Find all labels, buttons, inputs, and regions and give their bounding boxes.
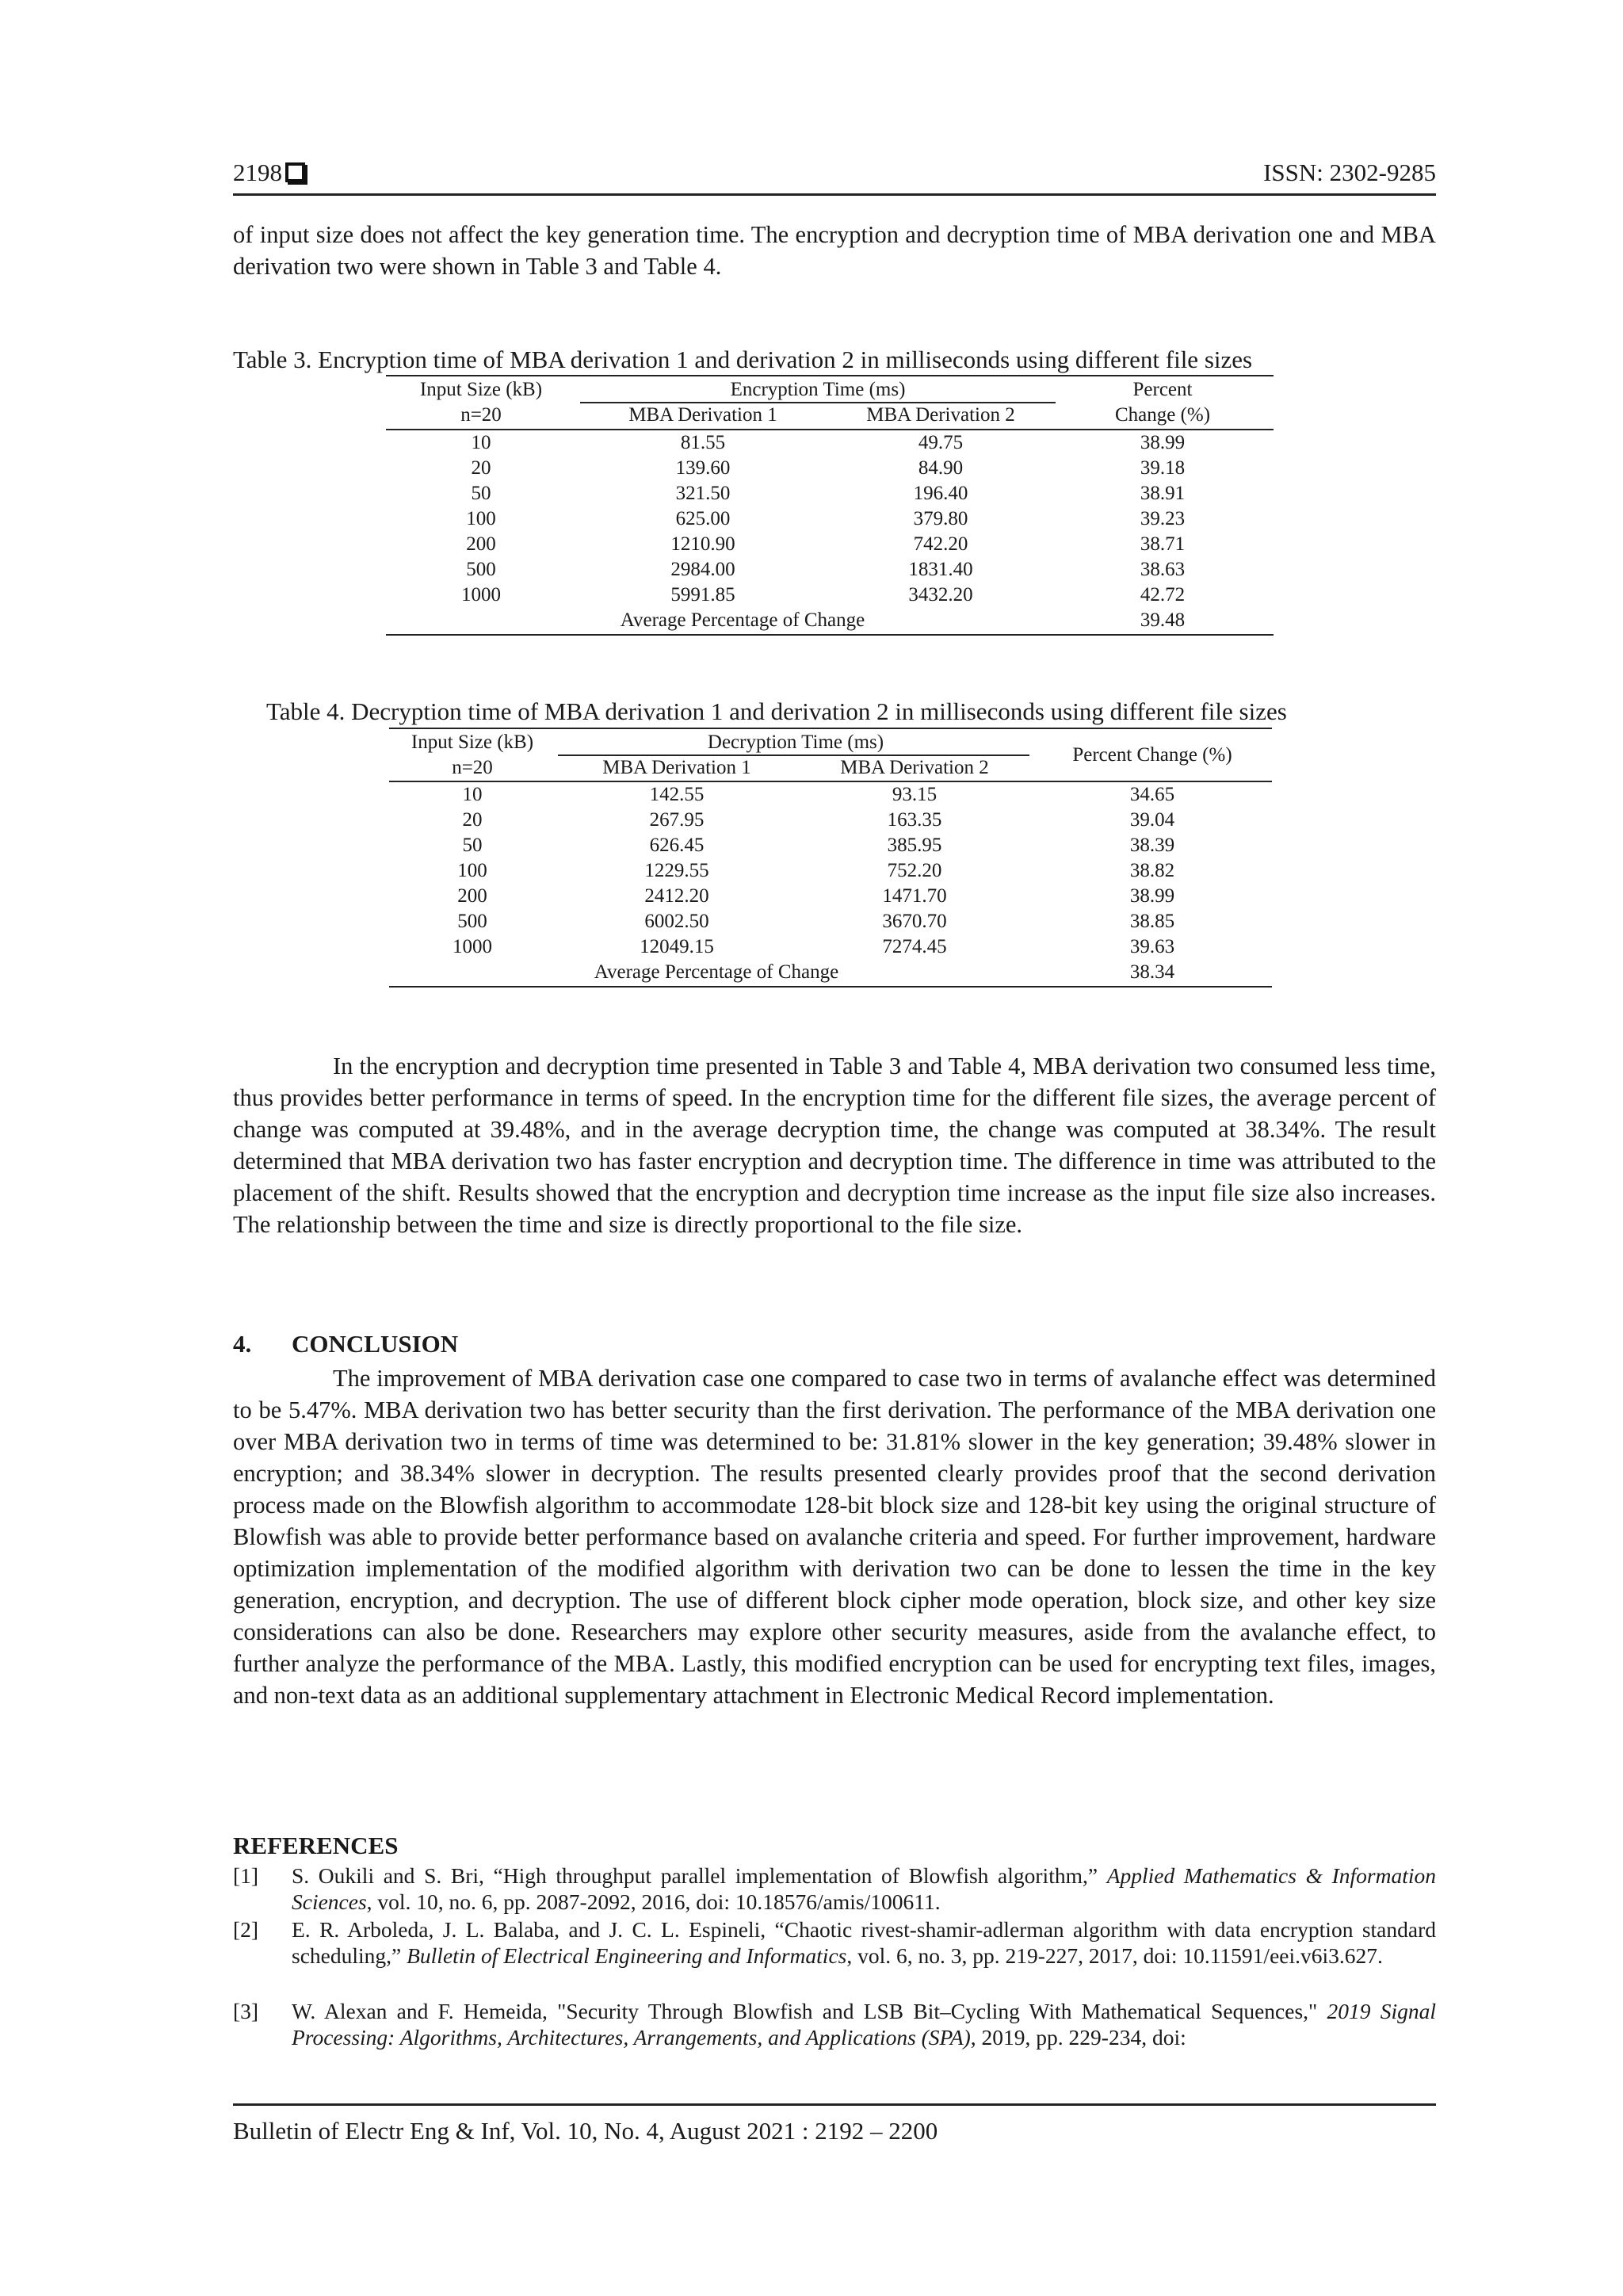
- table-cell: 38.99: [1129, 885, 1175, 907]
- table-cell: 752.20: [887, 860, 942, 881]
- page-number: 2198: [233, 159, 305, 187]
- reference-item: [2] E. R. Arboleda, J. L. Balaba, and J. C. L. Espineli, “Chaotic rivest-shamir-adlerman algorithm with data encryption standard scheduling,” Bulletin of Electrical Engineering and Informatics, vol. 6, no. 3, pp. 219-227, 2017, doi: 10.11591/eei.v6i3.627.: [233, 1917, 1436, 1968]
- table-cell: 7274.45: [882, 936, 947, 957]
- table-cell: 39.04: [1129, 809, 1175, 831]
- table-cell: 93.15: [892, 784, 938, 805]
- table-cell: 142.55: [649, 784, 705, 805]
- table4-col-d2: MBA Derivation 2: [840, 757, 989, 778]
- table-cell: 50: [462, 835, 483, 856]
- table-cell: 20: [471, 457, 491, 479]
- box-icon: [285, 162, 305, 182]
- intro-paragraph: of input size does not affect the key generation time. The encryption and decryption time of MBA derivation one and MBA derivation two were shown in Table 3 and Table 4.: [233, 221, 1436, 280]
- table-cell: 39.23: [1140, 508, 1186, 529]
- table-cell: 12049.15: [640, 936, 714, 957]
- table-cell: 500: [457, 911, 487, 932]
- table-cell: 1831.40: [908, 559, 973, 580]
- page-footer: Bulletin of Electr Eng & Inf, Vol. 10, No. 4, August 2021 : 2192 – 2200: [233, 2103, 1436, 2145]
- issn-label: ISSN: 2302-9285: [1263, 159, 1436, 186]
- table-cell: 2984.00: [670, 559, 735, 580]
- table-cell: 742.20: [913, 533, 968, 555]
- table3-col-input: Input Size (kB): [419, 379, 543, 400]
- table-cell: 100: [466, 508, 496, 529]
- table3-avg-label: Average Percentage of Change: [620, 609, 865, 631]
- table4-bottom-rule: [389, 986, 1272, 988]
- table-cell: 5991.85: [670, 584, 735, 606]
- table-cell: 196.40: [913, 483, 968, 504]
- table-cell: 38.71: [1140, 533, 1186, 555]
- page-header: [233, 155, 1436, 196]
- table-cell: 3432.20: [908, 584, 973, 606]
- conclusion-heading: 4. CONCLUSION: [233, 1330, 459, 1358]
- table-cell: 84.90: [918, 457, 964, 479]
- table-cell: 1471.70: [882, 885, 947, 907]
- conclusion-paragraph: The improvement of MBA derivation case one compared to case two in terms of avalanche effect was determined to be 5.47%. MBA derivation two has better security than the first derivation. The performance of the MBA derivation one over MBA derivation two in terms of time was determined to be: 31.81% slower in the key generation; 39.48% slower in encryption; and 38.34% slower in decryption. The results presented clearly provides proof that the second derivation process made on the Blowfish algorithm to accommodate 128-bit block size and 128-bit key using the original structure of Blowfish was able to provide better performance based on avalanche criteria and speed. For further improvement, hardware optimization implementation of the modified algorithm with derivation two can be done to lessen the time in the key generation, encryption, and decryption. The use of different block cipher mode operation, block size, and other key size considerations can also be done. Researchers may explore other security measures, aside from the avalanche effect, to further analyze the performance of the MBA. Lastly, this modified encryption can be used for encrypting text files, images, and non-text data as an additional supplementary attachment in Electronic Medical Record implementation.: [233, 1365, 1436, 1709]
- table-cell: 38.91: [1140, 483, 1186, 504]
- table-cell: 38.39: [1129, 835, 1175, 856]
- table-cell: 100: [457, 860, 487, 881]
- table4-avg-value: 38.34: [1129, 961, 1175, 983]
- table-cell: 39.18: [1140, 457, 1186, 479]
- table4-col-input-n: n=20: [452, 757, 493, 778]
- table-cell: 1229.55: [644, 860, 709, 881]
- table-cell: 6002.50: [644, 911, 709, 932]
- table-cell: 625.00: [675, 508, 731, 529]
- table-cell: 10: [471, 432, 491, 453]
- table-cell: 38.63: [1140, 559, 1186, 580]
- table-cell: 20: [462, 809, 483, 831]
- table-cell: 321.50: [675, 483, 731, 504]
- table-cell: 42.72: [1140, 584, 1186, 606]
- table-cell: 1210.90: [670, 533, 735, 555]
- reference-item: [3] W. Alexan and F. Hemeida, "Security Through Blowfish and LSB Bit–Cycling With Mathematical Sequences," 2019 Signal Processing: Algorithms, Architectures, Arrangements, and Applications (SPA), 2019, pp. 229-234, doi:: [233, 1999, 1436, 2050]
- table4-avg-label: Average Percentage of Change: [594, 961, 839, 983]
- table3-avg-value: 39.48: [1140, 609, 1186, 631]
- table-cell: 1000: [461, 584, 501, 606]
- discussion-paragraph: In the encryption and decryption time presented in Table 3 and Table 4, MBA derivation two consumed less time, thus provides better performance in terms of speed. In the encryption time for the different file sizes, the average percent of change was computed at 39.48%, and in the average decryption time, the change was computed at 38.34%. The result determined that MBA derivation two has faster encryption and decryption time. The difference in time was attributed to the placement of the shift. Results showed that the encryption and decryption time increase as the input file size also increases. The relationship between the time and size is directly proportional to the file size.: [233, 1052, 1436, 1238]
- table3-col-input-n: n=20: [460, 404, 502, 426]
- table3-col-d1: MBA Derivation 1: [628, 404, 777, 426]
- table-cell: 3670.70: [882, 911, 947, 932]
- table-cell: 379.80: [913, 508, 968, 529]
- table3-bottom-rule: [386, 634, 1274, 636]
- reference-item: [1] S. Oukili and S. Bri, “High throughput parallel implementation of Blowfish algorithm,” Applied Mathematics & Information Sciences, vol. 10, no. 6, pp. 2087-2092, 2016, doi: 10.18576/amis/100611.: [233, 1863, 1436, 1914]
- table3-col-d2: MBA Derivation 2: [866, 404, 1015, 426]
- table-cell: 38.82: [1129, 860, 1175, 881]
- table-cell: 2412.20: [644, 885, 709, 907]
- table4-caption: Table 4. Decryption time of MBA derivation 1 and derivation 2 in milliseconds using different file sizes: [266, 697, 1287, 725]
- table-cell: 500: [466, 559, 496, 580]
- table-cell: 200: [466, 533, 496, 555]
- table-cell: 38.99: [1140, 432, 1186, 453]
- table-cell: 50: [471, 483, 491, 504]
- table-cell: 38.85: [1129, 911, 1175, 932]
- table4-top-rule: [389, 728, 1272, 729]
- table-cell: 1000: [453, 936, 492, 957]
- table3-col-pct: Percent: [1132, 379, 1193, 400]
- table-cell: 34.65: [1129, 784, 1175, 805]
- references-heading: REFERENCES: [233, 1832, 399, 1859]
- table4-col-pct: Percent Change (%): [1072, 744, 1232, 766]
- table-cell: 39.63: [1129, 936, 1175, 957]
- table3-col-pct-2: Change (%): [1114, 404, 1211, 426]
- table-cell: 10: [462, 784, 483, 805]
- table3-top-rule: [386, 375, 1274, 376]
- table-cell: 267.95: [649, 809, 705, 831]
- table4-group-header: Decryption Time (ms): [707, 732, 884, 753]
- table-cell: 163.35: [887, 809, 942, 831]
- table3-caption: Table 3. Encryption time of MBA derivation 1 and derivation 2 in milliseconds using different file sizes: [233, 346, 1253, 373]
- table-cell: 49.75: [918, 432, 964, 453]
- table-cell: 139.60: [675, 457, 731, 479]
- table-cell: 385.95: [887, 835, 942, 856]
- table3-group-header: Encryption Time (ms): [730, 379, 906, 400]
- table4-col-input: Input Size (kB): [411, 732, 534, 753]
- table-cell: 626.45: [649, 835, 705, 856]
- table-cell: 81.55: [680, 432, 726, 453]
- table4-col-d1: MBA Derivation 1: [602, 757, 751, 778]
- table-cell: 200: [457, 885, 487, 907]
